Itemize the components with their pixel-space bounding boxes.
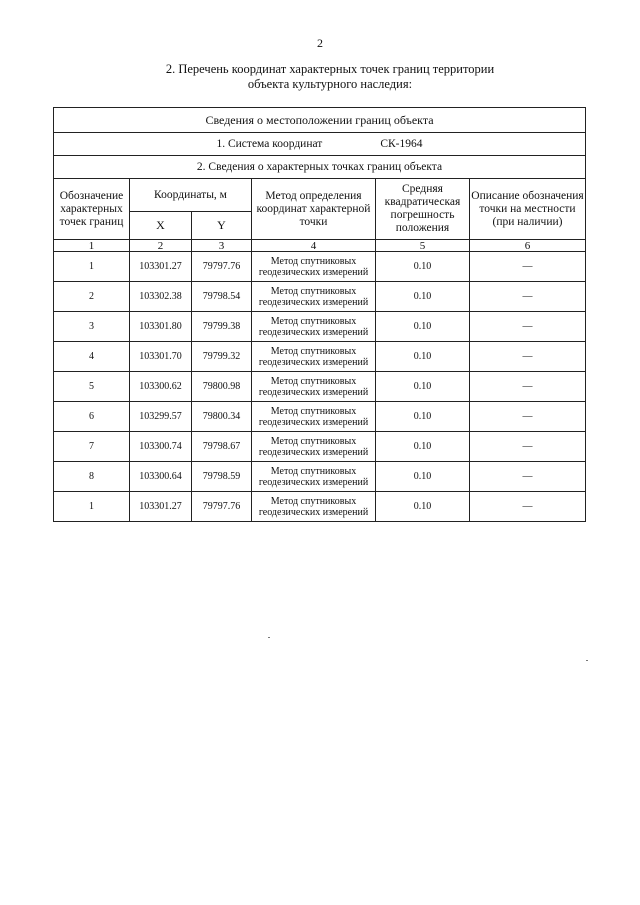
position-error: 0.10 (376, 372, 470, 402)
measurement-method: Метод спутниковых геодезических измерений (252, 372, 376, 402)
heading-line-1: 2. Перечень координат характерных точек границ территории (165, 62, 495, 76)
coordinate-x: 103301.27 (130, 492, 192, 522)
point-designation: 4 (54, 342, 130, 372)
table-row (54, 282, 586, 312)
coordinate-y: 79798.59 (192, 462, 252, 492)
measurement-method: Метод спутниковых геодезических измерений (252, 492, 376, 522)
position-error: 0.10 (376, 492, 470, 522)
point-designation: 1 (54, 252, 130, 282)
position-error: 0.10 (376, 342, 470, 372)
coordinate-y: 79798.67 (192, 432, 252, 462)
point-designation: 6 (54, 402, 130, 432)
table-row (54, 252, 586, 282)
position-error: 0.10 (376, 282, 470, 312)
coordinate-system-label: 1. Система координат (216, 138, 323, 150)
coordinate-x: 103302.38 (130, 282, 192, 312)
column-number-5: 5 (376, 240, 470, 252)
coordinate-y: 79797.76 (192, 252, 252, 282)
coordinate-y: 79800.98 (192, 372, 252, 402)
position-error: 0.10 (376, 462, 470, 492)
coordinate-x: 103300.62 (130, 372, 192, 402)
coordinate-x: 103301.80 (130, 312, 192, 342)
point-designation: 5 (54, 372, 130, 402)
measurement-method: Метод спутниковых геодезических измерений (252, 342, 376, 372)
point-designation: 8 (54, 462, 130, 492)
point-description: — (470, 432, 586, 462)
column-number-4: 4 (252, 240, 376, 252)
header-designation: Обозначение характерных точек границ (54, 179, 130, 240)
coordinate-x: 103300.64 (130, 462, 192, 492)
point-description: — (470, 312, 586, 342)
point-description: — (470, 402, 586, 432)
point-description: — (470, 462, 586, 492)
point-designation: 1 (54, 492, 130, 522)
measurement-method: Метод спутниковых геодезических измерений (252, 432, 376, 462)
table-row (54, 342, 586, 372)
header-x: X (130, 212, 192, 240)
point-designation: 2 (54, 282, 130, 312)
coordinate-system-value: СК-1964 (380, 138, 423, 150)
point-description: — (470, 492, 586, 522)
coordinate-x: 103299.57 (130, 402, 192, 432)
header-description: Описание обозначения точки на местности (при наличии) (470, 179, 586, 240)
position-error: 0.10 (376, 402, 470, 432)
scan-speck (586, 660, 588, 661)
measurement-method: Метод спутниковых геодезических измерений (252, 252, 376, 282)
points-section-title: 2. Сведения о характерных точках границ объекта (54, 156, 586, 179)
measurement-method: Метод спутниковых геодезических измерений (252, 462, 376, 492)
point-description: — (470, 372, 586, 402)
table-row (54, 432, 586, 462)
coordinates-table (53, 107, 586, 522)
measurement-method: Метод спутниковых геодезических измерений (252, 282, 376, 312)
measurement-method: Метод спутниковых геодезических измерений (252, 402, 376, 432)
position-error: 0.10 (376, 432, 470, 462)
coordinate-x: 103301.27 (130, 252, 192, 282)
table-row (54, 462, 586, 492)
coordinate-y: 79800.34 (192, 402, 252, 432)
header-error: Средняя квадратическая погрешность положения (376, 179, 470, 240)
column-number-6: 6 (470, 240, 586, 252)
position-error: 0.10 (376, 252, 470, 282)
scan-speck (268, 637, 270, 638)
heading-line-2: объекта культурного наследия: (247, 77, 413, 91)
point-description: — (470, 252, 586, 282)
page-heading (100, 62, 560, 92)
table-row (54, 312, 586, 342)
column-number-1: 1 (54, 240, 130, 252)
point-designation: 3 (54, 312, 130, 342)
column-number-3: 3 (192, 240, 252, 252)
column-number-2: 2 (130, 240, 192, 252)
point-description: — (470, 342, 586, 372)
coordinate-y: 79797.76 (192, 492, 252, 522)
coordinate-system-row (54, 133, 586, 156)
page-number: 2 (317, 36, 323, 50)
coordinate-y: 79798.54 (192, 282, 252, 312)
coordinate-x: 103301.70 (130, 342, 192, 372)
header-method: Метод определения координат характерной точки (252, 179, 376, 240)
table-row (54, 492, 586, 522)
table-row (54, 402, 586, 432)
header-y: Y (192, 212, 252, 240)
coordinate-y: 79799.38 (192, 312, 252, 342)
position-error: 0.10 (376, 312, 470, 342)
table-row (54, 372, 586, 402)
measurement-method: Метод спутниковых геодезических измерений (252, 312, 376, 342)
point-description: — (470, 282, 586, 312)
point-designation: 7 (54, 432, 130, 462)
coordinate-y: 79799.32 (192, 342, 252, 372)
header-coordinates: Координаты, м (130, 179, 252, 212)
section-title: Сведения о местоположении границ объекта (54, 108, 586, 133)
coordinate-x: 103300.74 (130, 432, 192, 462)
